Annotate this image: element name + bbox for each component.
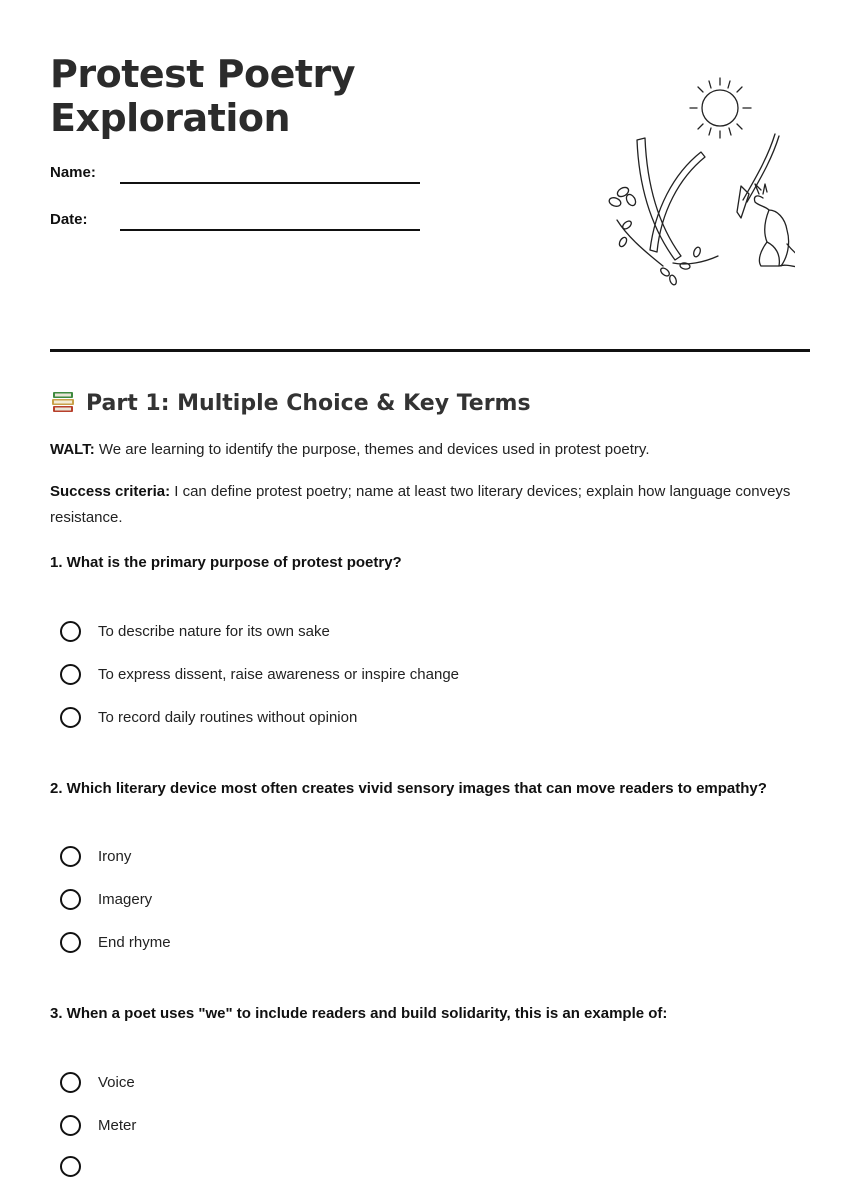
walt-text: We are learning to identify the purpose, themes and devices used in protest poetry. — [94, 441, 650, 458]
question-1-option-2[interactable] — [60, 664, 760, 690]
name-field[interactable] — [50, 164, 420, 188]
radio-button[interactable] — [60, 621, 81, 642]
radio-button[interactable] — [60, 889, 81, 910]
question-3: 3. When a poet uses "we" to include readers and build solidarity, this is an example of: — [50, 1005, 668, 1022]
date-input-line[interactable] — [120, 229, 420, 231]
criteria-label: Success criteria: — [50, 483, 171, 500]
option-label: To express dissent, raise awareness or inspire change — [98, 666, 460, 683]
walt-statement — [50, 437, 810, 463]
question-2: 2. Which literary device most often creates vivid sensory images that can move readers to empathy? — [50, 780, 767, 797]
part-1-title-text: Part 1: Multiple Choice & Key Terms — [86, 391, 531, 416]
question-2-option-3[interactable] — [60, 932, 760, 958]
success-criteria — [50, 479, 810, 531]
question-1-option-3[interactable] — [60, 707, 760, 733]
radio-button[interactable] — [60, 932, 81, 953]
part-1-title — [50, 388, 531, 420]
sun-icon — [690, 78, 751, 138]
name-input-line[interactable] — [120, 182, 420, 184]
page-title — [50, 52, 355, 140]
kangaroo-icon — [754, 184, 795, 268]
date-label: Date: — [50, 211, 88, 228]
title-line-1: Protest Poetry — [50, 52, 356, 96]
radio-button[interactable] — [60, 1115, 81, 1136]
section-divider — [50, 349, 810, 352]
option-label: Imagery — [98, 891, 153, 908]
spear-icon — [737, 134, 779, 218]
walt-label: WALT: — [50, 441, 95, 458]
date-field[interactable] — [50, 211, 420, 235]
question-2-option-1[interactable] — [60, 846, 760, 872]
option-label: Irony — [98, 848, 132, 865]
radio-button[interactable] — [60, 1072, 81, 1093]
sun-boomerang-kangaroo-illustration — [555, 70, 795, 295]
boomerang-icon — [617, 138, 718, 266]
question-3-option-1[interactable] — [60, 1072, 760, 1098]
radio-button[interactable] — [60, 707, 81, 728]
radio-button[interactable] — [60, 1156, 81, 1177]
option-label: End rhyme — [98, 934, 171, 951]
question-1-option-1[interactable] — [60, 621, 760, 647]
option-label: To describe nature for its own sake — [98, 623, 330, 640]
question-3-option-2[interactable] — [60, 1115, 760, 1141]
question-2-option-2[interactable] — [60, 889, 760, 915]
name-label: Name: — [50, 164, 96, 181]
option-label: Voice — [98, 1074, 135, 1091]
question-3-option-3[interactable] — [60, 1156, 760, 1182]
question-1: 1. What is the primary purpose of protest poetry? — [50, 554, 402, 571]
radio-button[interactable] — [60, 664, 81, 685]
books-icon — [50, 389, 76, 415]
radio-button[interactable] — [60, 846, 81, 867]
option-label: To record daily routines without opinion — [98, 709, 358, 726]
option-label: Meter — [98, 1117, 137, 1134]
criteria-text: I can define protest poetry; name at least two literary devices; explain how language conveys resistance. — [50, 483, 791, 526]
title-line-2: Exploration — [50, 96, 291, 140]
